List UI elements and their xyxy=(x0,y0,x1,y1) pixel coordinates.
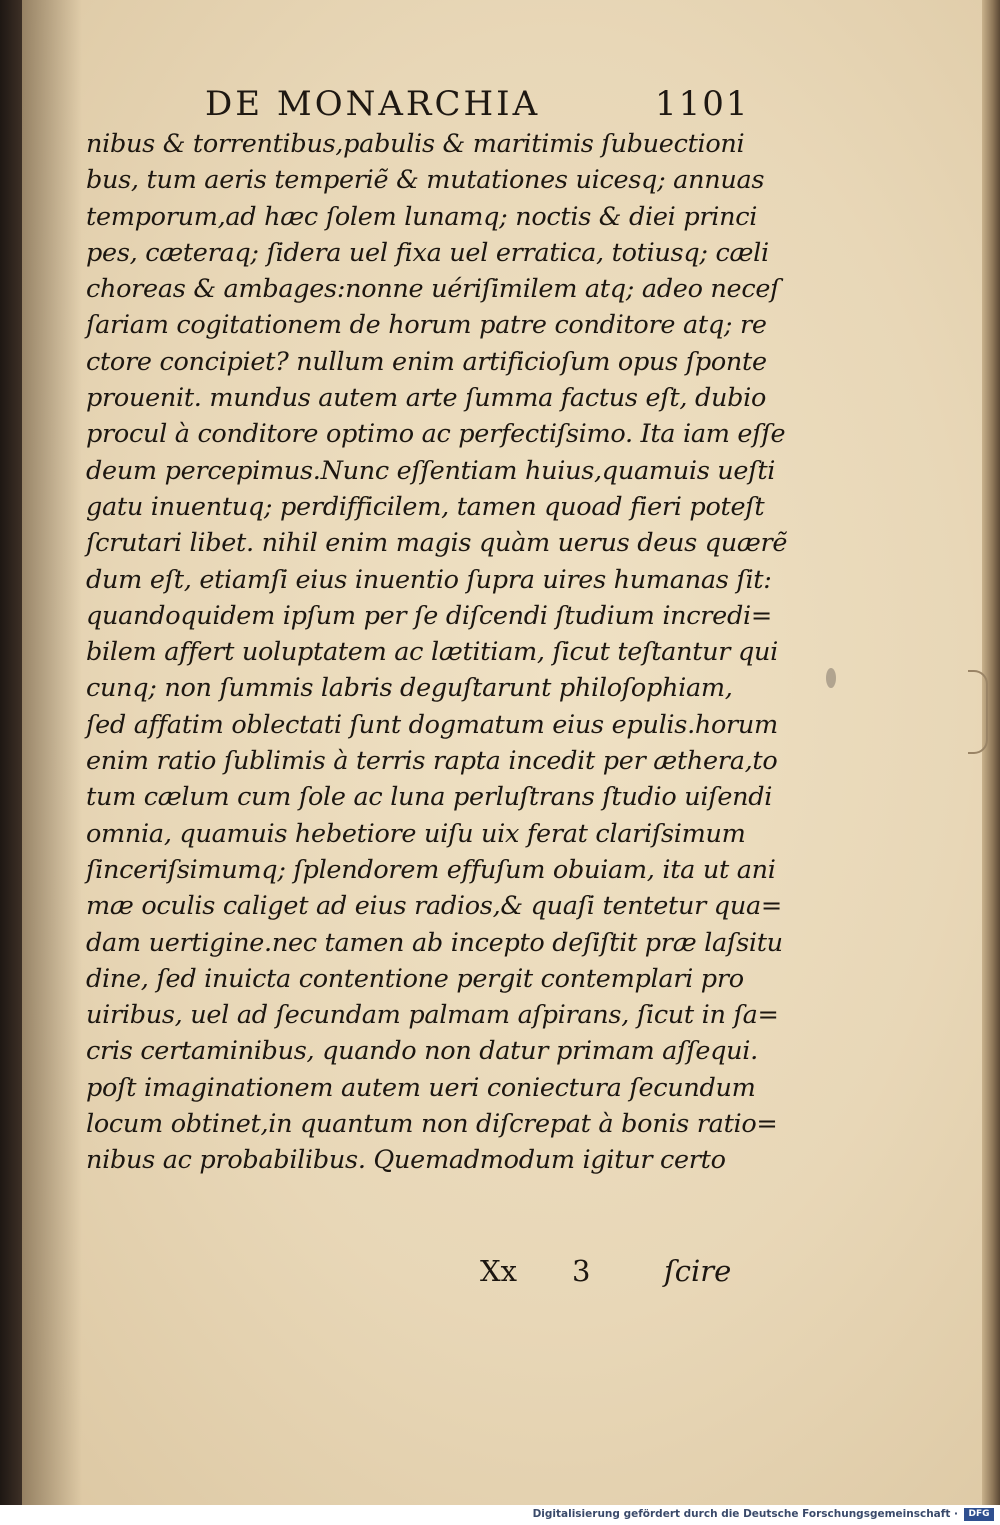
text-line: poſt imaginationem autem ueri coniectura ſecundum xyxy=(86,1072,756,1103)
text-line: ſinceriſsimumq; ſplendorem effuſum obuiam, ita ut ani xyxy=(86,854,776,885)
signature-mark: Xx xyxy=(480,1254,518,1288)
text-line: ſcrutari libet. nihil enim magis quàm uerus deus quærẽ xyxy=(86,528,788,559)
text-line: nibus & torrentibus,pabulis & maritimis ſubuectioni xyxy=(86,129,745,159)
text-line: tum cælum cum ſole ac luna perluſtrans ſtudio uiſendi xyxy=(86,782,773,813)
folio-number: 1101 xyxy=(655,84,750,124)
signature-number: 3 xyxy=(572,1254,591,1288)
text-line: mæ oculis caliget ad eius radios,& quaſi tentetur qua= xyxy=(86,891,782,922)
text-line: ſariam cogitationem de horum patre conditore atq; re xyxy=(86,310,767,341)
text-line: locum obtinet,in quantum non diſcrepat à bonis ratio= xyxy=(86,1109,778,1140)
text-line: bus, tum aeris temperiẽ & mutationes uicesq; annuas xyxy=(86,165,765,196)
text-line: bilem affert uoluptatem ac lætitiam, ſicut teſtantur qui xyxy=(86,637,778,668)
text-line: ſed affatim oblectati ſunt dogmatum eius epulis.horum xyxy=(86,709,778,740)
page-tab-mark xyxy=(968,670,988,754)
text-line: choreas & ambages:nonne uériſimilem atq; adeo neceſ xyxy=(86,274,780,305)
paper-stain xyxy=(826,668,836,688)
text-line: procul à conditore optimo ac perfectiſsimo. Ita iam eſſe xyxy=(86,419,786,450)
text-line: cris certaminibus, quando non datur primam aſſequi. xyxy=(86,1036,758,1067)
text-line: gatu inuentuq; perdifficilem, tamen quoad fieri poteſt xyxy=(86,491,765,522)
text-line: deum percepimus.Nunc eſſentiam huius,quamuis ueſti xyxy=(86,455,776,486)
text-line: temporum,ad hæc ſolem lunamq; noctis & diei princi xyxy=(86,201,758,232)
text-line: pes, cæteraq; ſidera uel fixa uel erratica, totiusq; cæli xyxy=(86,237,769,268)
body-text xyxy=(86,126,788,1179)
text-line: dine, ſed inuicta contentione pergit contemplari pro xyxy=(86,963,744,994)
text-line: quandoquidem ipſum per ſe diſcendi ſtudium incredi= xyxy=(86,600,772,631)
running-head: DE MONARCHIA xyxy=(205,84,541,124)
text-line: dum eſt, etiamſi eius inuentio ſupra uires humanas ſit: xyxy=(86,564,772,595)
gutter-fold xyxy=(22,0,82,1505)
page-edge xyxy=(982,0,1000,1505)
dfg-logo-icon: DFG xyxy=(964,1508,994,1521)
text-line: uiribus, uel ad ſecundam palmam aſpirans, ſicut in ſa= xyxy=(86,1000,779,1031)
text-line: ctore concipiet? nullum enim artificioſum opus ſponte xyxy=(86,346,767,377)
text-line: enim ratio ſublimis à terris rapta incedit per æthera,to xyxy=(86,746,778,777)
text-line: cunq; non ſummis labris deguſtarunt philoſophiam, xyxy=(86,673,733,704)
text-line: omnia, quamuis hebetiore uiſu uix ferat clariſsimum xyxy=(86,818,746,849)
text-line: nibus ac probabilibus. Quemadmodum igitur certo xyxy=(86,1145,726,1176)
catchword: ſcire xyxy=(664,1254,732,1288)
text-line: prouenit. mundus autem arte ſumma factus eſt, dubio xyxy=(86,383,767,414)
text-line: dam uertigine.nec tamen ab incepto deſiſtit præ laſsitu xyxy=(86,927,783,958)
footer-bar xyxy=(0,1505,1000,1525)
funding-credit: Digitalisierung gefördert durch die Deutsche Forschungsgemeinschaft · xyxy=(532,1508,958,1520)
